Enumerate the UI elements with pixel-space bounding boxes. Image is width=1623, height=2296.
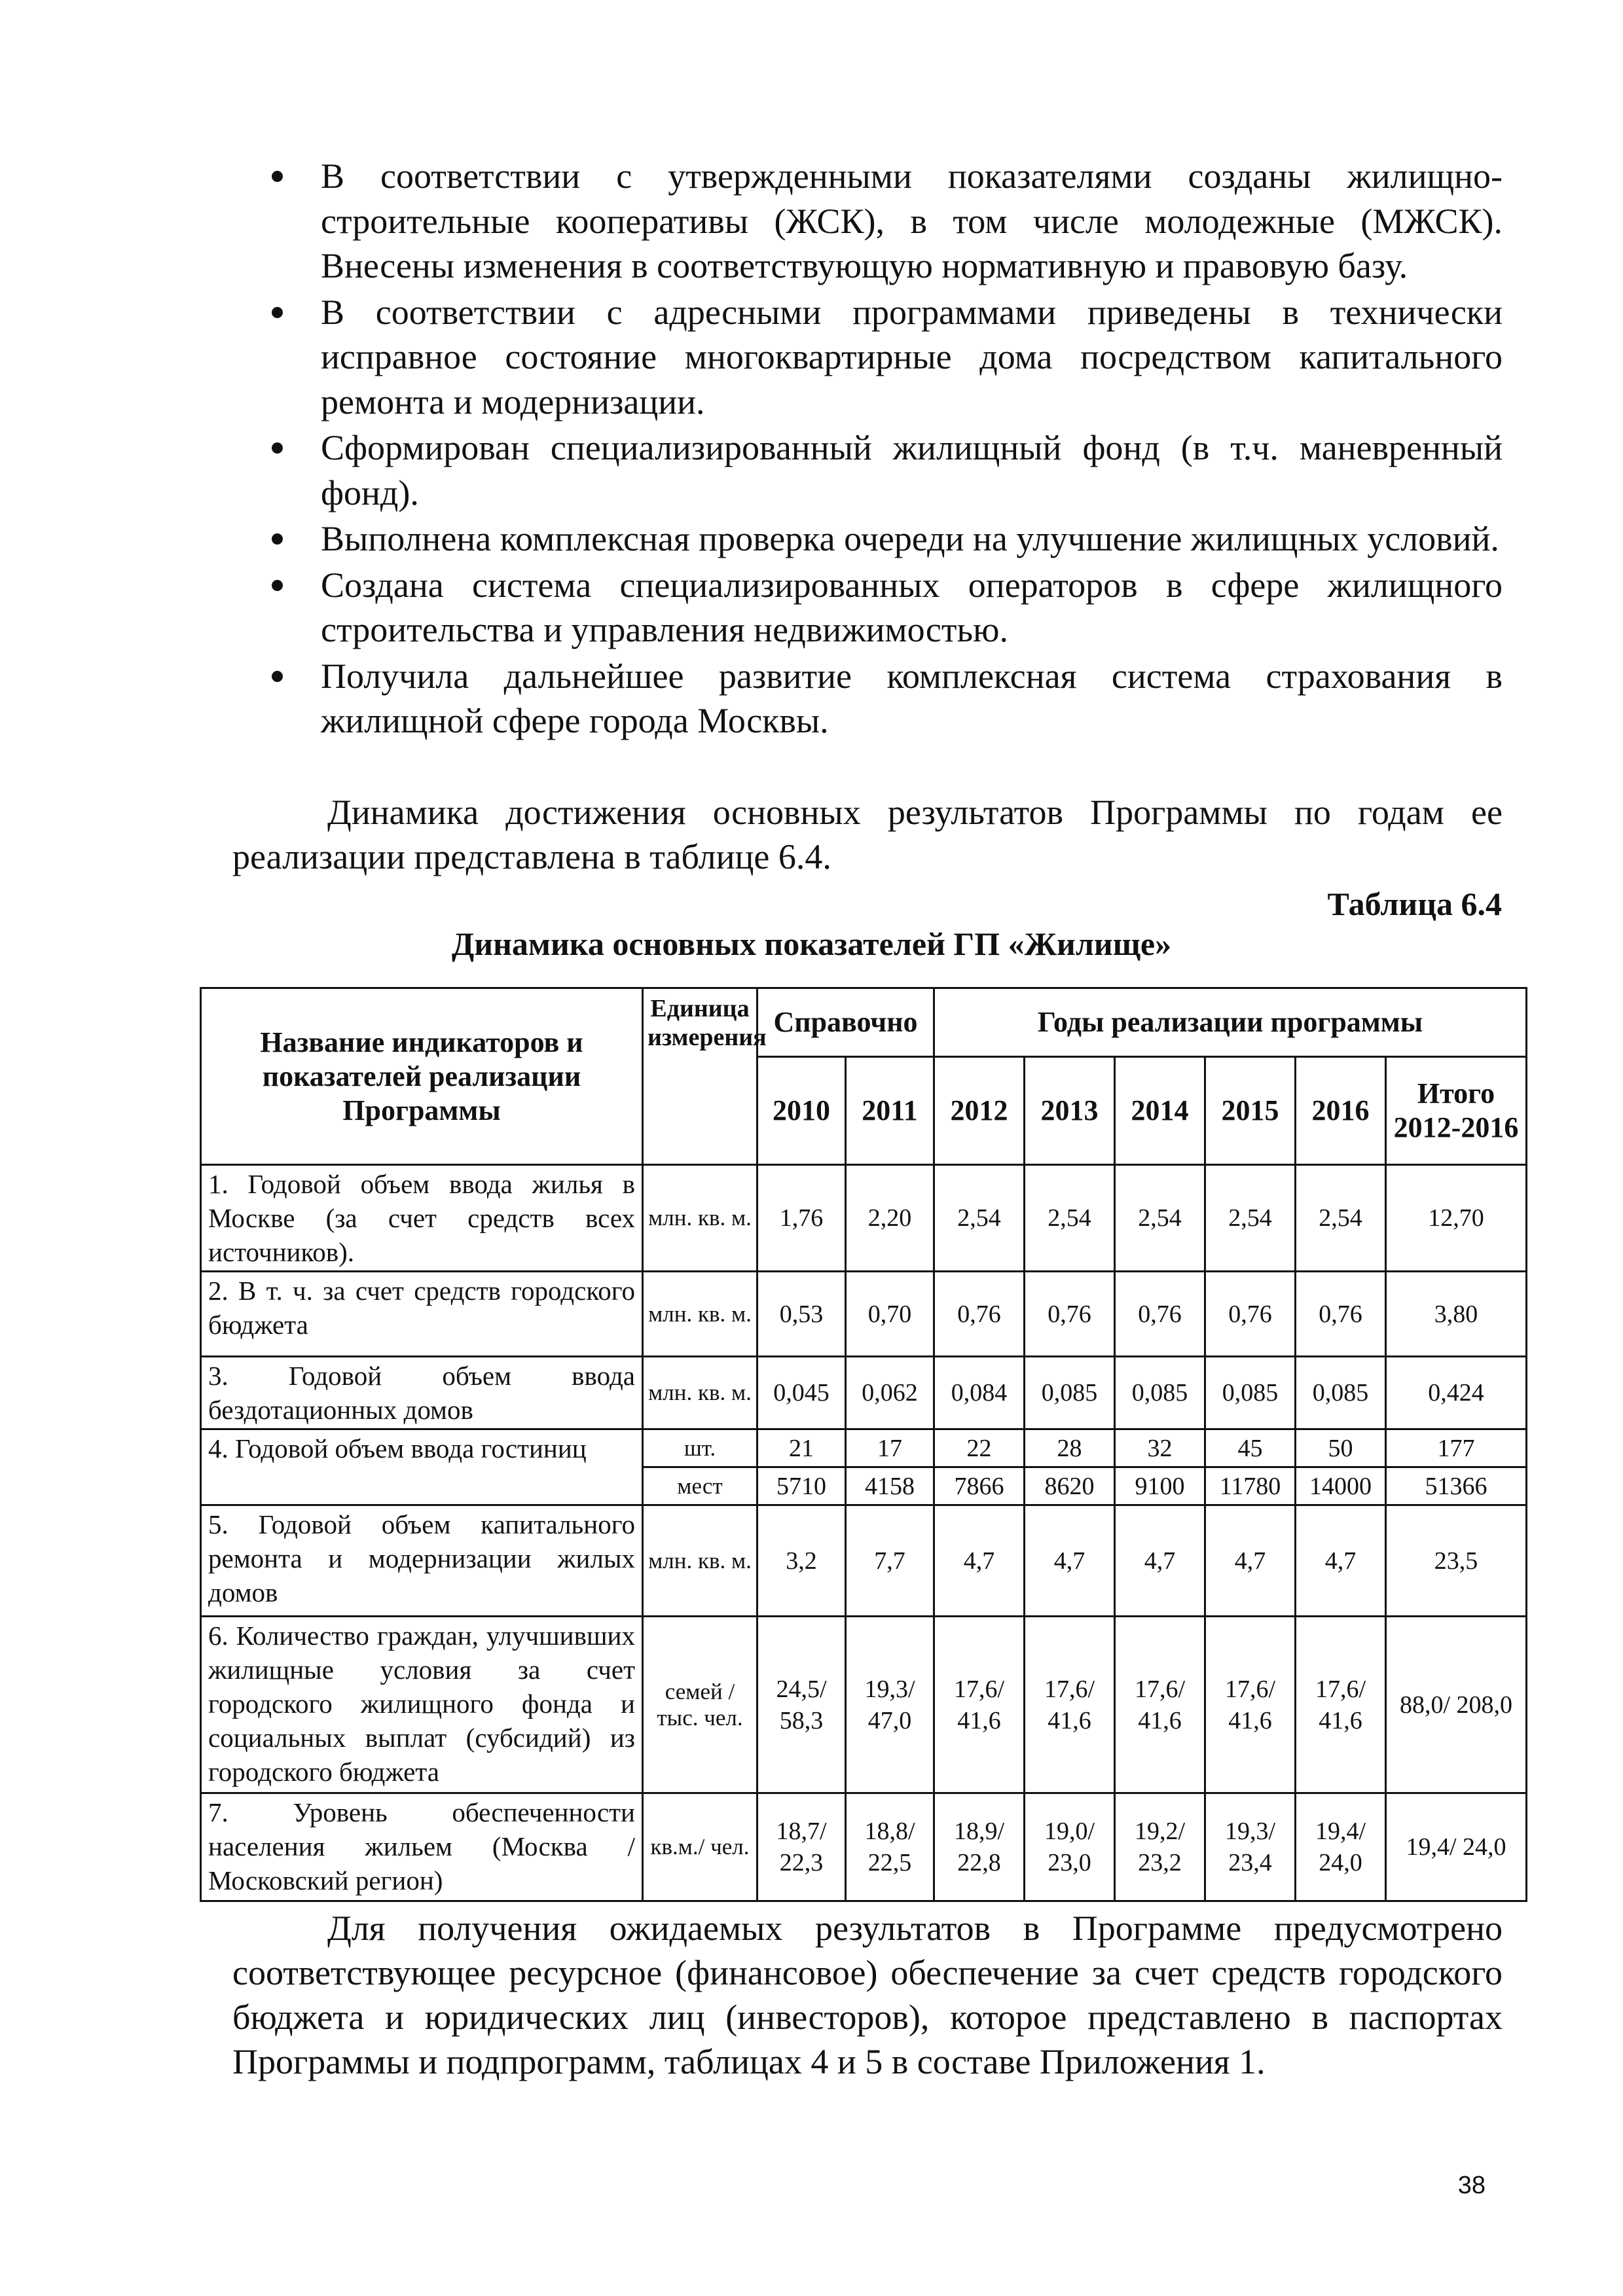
value-cell: 2,54 xyxy=(1025,1165,1115,1272)
table-row xyxy=(201,1429,1527,1467)
indicator-name: 5. Годовой объем капитального ремонта и модернизации жилых домов xyxy=(201,1505,643,1617)
value-cell: 7866 xyxy=(934,1467,1025,1505)
table-row xyxy=(201,1357,1527,1429)
value-cell: 18,8/ 22,5 xyxy=(846,1793,934,1901)
bullet-text: Выполнена комплексная проверка очереди на улучшение жилищных условий. xyxy=(321,519,1499,558)
value-cell: 17,6/ 41,6 xyxy=(1296,1617,1386,1793)
value-cell: 17,6/ 41,6 xyxy=(1115,1617,1205,1793)
value-cell: 1,76 xyxy=(757,1165,846,1272)
value-cell: 17 xyxy=(846,1429,934,1467)
value-cell: 19,3/ 23,4 xyxy=(1205,1793,1296,1901)
value-cell: 4158 xyxy=(846,1467,934,1505)
value-cell: 0,062 xyxy=(846,1357,934,1429)
value-cell: 0,76 xyxy=(1025,1272,1115,1357)
value-cell: 0,70 xyxy=(846,1272,934,1357)
header-year: 2013 xyxy=(1025,1057,1115,1165)
value-cell: 18,7/ 22,3 xyxy=(757,1793,846,1901)
header-year: 2012 xyxy=(934,1057,1025,1165)
value-cell: 19,3/ 47,0 xyxy=(846,1617,934,1793)
bullet-text: В соответствии с адресными программами приведены в технически исправное состояние многоквартирные дома посредством капитального ремонта и модернизации. xyxy=(321,292,1503,422)
indicator-name: 7. Уровень обеспеченности населения жильем (Москва / Московский регион) xyxy=(201,1793,643,1901)
bullet-list xyxy=(232,154,1503,745)
bullet-dot-icon xyxy=(272,580,283,591)
value-cell: 45 xyxy=(1205,1429,1296,1467)
value-cell: 0,085 xyxy=(1025,1357,1115,1429)
bullet-dot-icon xyxy=(272,533,283,545)
header-year: 2014 xyxy=(1115,1057,1205,1165)
value-cell: 19,0/ 23,0 xyxy=(1025,1793,1115,1901)
page-number: 38 xyxy=(1457,2172,1486,2199)
header-unit-col: Единица измерения xyxy=(643,988,757,1165)
value-cell: 0,76 xyxy=(1205,1272,1296,1357)
value-cell: 4,7 xyxy=(1296,1505,1386,1617)
value-cell: 22 xyxy=(934,1429,1025,1467)
indicator-name: 3. Годовой объем ввода бездотационных домов xyxy=(201,1357,643,1429)
table-title: Динамика основных показателей ГП «Жилище» xyxy=(451,925,1172,962)
bullet-item xyxy=(232,154,1503,289)
indicator-name: 4. Годовой объем ввода гостиниц xyxy=(201,1429,643,1505)
header-years-group: Годы реализации программы xyxy=(934,988,1527,1057)
indicator-unit: кв.м./ чел. xyxy=(643,1793,757,1901)
indicator-unit: млн. кв. м. xyxy=(643,1272,757,1357)
value-cell: 2,54 xyxy=(1115,1165,1205,1272)
table-header-row xyxy=(201,988,1527,1057)
value-cell: 177 xyxy=(1386,1429,1527,1467)
value-cell: 4,7 xyxy=(1115,1505,1205,1617)
value-cell: 5710 xyxy=(757,1467,846,1505)
indicator-unit: семей /тыс. чел. xyxy=(643,1617,757,1793)
bullet-text: Получила дальнейшее развитие комплексная система страхования в жилищной сфере города Москвы. xyxy=(321,656,1503,740)
value-cell: 12,70 xyxy=(1386,1165,1527,1272)
header-year: 2010 xyxy=(757,1057,846,1165)
value-cell: 19,4/ 24,0 xyxy=(1386,1793,1527,1901)
value-cell: 3,2 xyxy=(757,1505,846,1617)
table-row xyxy=(201,1617,1527,1793)
value-cell: 51366 xyxy=(1386,1467,1527,1505)
header-year: 2016 xyxy=(1296,1057,1386,1165)
value-cell: 0,085 xyxy=(1205,1357,1296,1429)
value-cell: 88,0/ 208,0 xyxy=(1386,1617,1527,1793)
bullet-text: Сформирован специализированный жилищный фонд (в т.ч. маневренный фонд). xyxy=(321,428,1503,512)
header-reference: Справочно xyxy=(757,988,934,1057)
value-cell: 0,53 xyxy=(757,1272,846,1357)
header-year: 2011 xyxy=(846,1057,934,1165)
value-cell: 4,7 xyxy=(934,1505,1025,1617)
intro-paragraph: Динамика достижения основных результатов Программы по годам ее реализации представлена в таблице 6.4. xyxy=(232,793,1503,876)
indicator-unit: млн. кв. м. xyxy=(643,1165,757,1272)
header-year: 2015 xyxy=(1205,1057,1296,1165)
value-cell: 7,7 xyxy=(846,1505,934,1617)
value-cell: 24,5/ 58,3 xyxy=(757,1617,846,1793)
indicator-unit: мест xyxy=(643,1467,757,1505)
bullet-dot-icon xyxy=(272,171,283,182)
indicator-name: 2. В т. ч. за счет средств городского бюджета xyxy=(201,1272,643,1357)
value-cell: 0,085 xyxy=(1115,1357,1205,1429)
bullet-text: Создана система специализированных операторов в сфере жилищного строительства и управления недвижимостью. xyxy=(321,565,1503,649)
value-cell: 0,76 xyxy=(1115,1272,1205,1357)
value-cell: 32 xyxy=(1115,1429,1205,1467)
value-cell: 0,084 xyxy=(934,1357,1025,1429)
table-row xyxy=(201,1272,1527,1357)
value-cell: 4,7 xyxy=(1205,1505,1296,1617)
table-row xyxy=(201,1505,1527,1617)
value-cell: 21 xyxy=(757,1429,846,1467)
indicator-name: 1. Годовой объем ввода жилья в Москве (за счет средств всех источников). xyxy=(201,1165,643,1272)
value-cell: 0,085 xyxy=(1296,1357,1386,1429)
bullet-text: В соответствии с утвержденными показателями созданы жилищно-строительные кооперативы (ЖСК), в том числе молодежные (МЖСК). Внесены изменения в соответствующую нормативную и правовую базу. xyxy=(321,156,1503,285)
value-cell: 3,80 xyxy=(1386,1272,1527,1357)
value-cell: 19,2/ 23,2 xyxy=(1115,1793,1205,1901)
bullet-item xyxy=(232,654,1503,744)
closing-paragraph: Для получения ожидаемых результатов в Программе предусмотрено соответствующее ресурсное (финансовое) обеспечение за счет средств городского бюджета и юридических лиц (инвесторов), которое представлено в паспортах Программы и подпрограмм, таблицах 4 и 5 в составе Приложения 1. xyxy=(232,1909,1503,2081)
value-cell: 17,6/ 41,6 xyxy=(934,1617,1025,1793)
table-label: Таблица 6.4 xyxy=(1327,886,1502,922)
value-cell: 50 xyxy=(1296,1429,1386,1467)
bullet-dot-icon xyxy=(272,307,283,318)
value-cell: 2,54 xyxy=(1296,1165,1386,1272)
value-cell: 0,76 xyxy=(934,1272,1025,1357)
bullet-dot-icon xyxy=(272,671,283,682)
value-cell: 11780 xyxy=(1205,1467,1296,1505)
table-row xyxy=(201,1165,1527,1272)
value-cell: 2,54 xyxy=(1205,1165,1296,1272)
value-cell: 17,6/ 41,6 xyxy=(1205,1617,1296,1793)
indicator-unit: млн. кв. м. xyxy=(643,1505,757,1617)
bullet-item xyxy=(232,290,1503,425)
value-cell: 0,045 xyxy=(757,1357,846,1429)
value-cell: 23,5 xyxy=(1386,1505,1527,1617)
indicator-unit: шт. xyxy=(643,1429,757,1467)
value-cell: 0,76 xyxy=(1296,1272,1386,1357)
bullet-item xyxy=(232,516,1503,562)
value-cell: 28 xyxy=(1025,1429,1115,1467)
indicators-table xyxy=(200,987,1527,1902)
value-cell: 17,6/ 41,6 xyxy=(1025,1617,1115,1793)
value-cell: 2,20 xyxy=(846,1165,934,1272)
header-name-col: Название индикаторов и показателей реализации Программы xyxy=(201,988,643,1165)
bullet-dot-icon xyxy=(272,442,283,454)
value-cell: 2,54 xyxy=(934,1165,1025,1272)
indicator-name: 6. Количество граждан, улучшивших жилищные условия за счет городского жилищного фонда и социальных выплат (субсидий) из городского бюджета xyxy=(201,1617,643,1793)
value-cell: 19,4/ 24,0 xyxy=(1296,1793,1386,1901)
value-cell: 0,424 xyxy=(1386,1357,1527,1429)
bullet-item xyxy=(232,563,1503,653)
indicator-unit: млн. кв. м. xyxy=(643,1357,757,1429)
bullet-item xyxy=(232,425,1503,515)
header-total: Итого 2012-2016 xyxy=(1386,1057,1527,1165)
value-cell: 9100 xyxy=(1115,1467,1205,1505)
value-cell: 8620 xyxy=(1025,1467,1115,1505)
value-cell: 4,7 xyxy=(1025,1505,1115,1617)
table-row xyxy=(201,1793,1527,1901)
value-cell: 18,9/ 22,8 xyxy=(934,1793,1025,1901)
value-cell: 14000 xyxy=(1296,1467,1386,1505)
